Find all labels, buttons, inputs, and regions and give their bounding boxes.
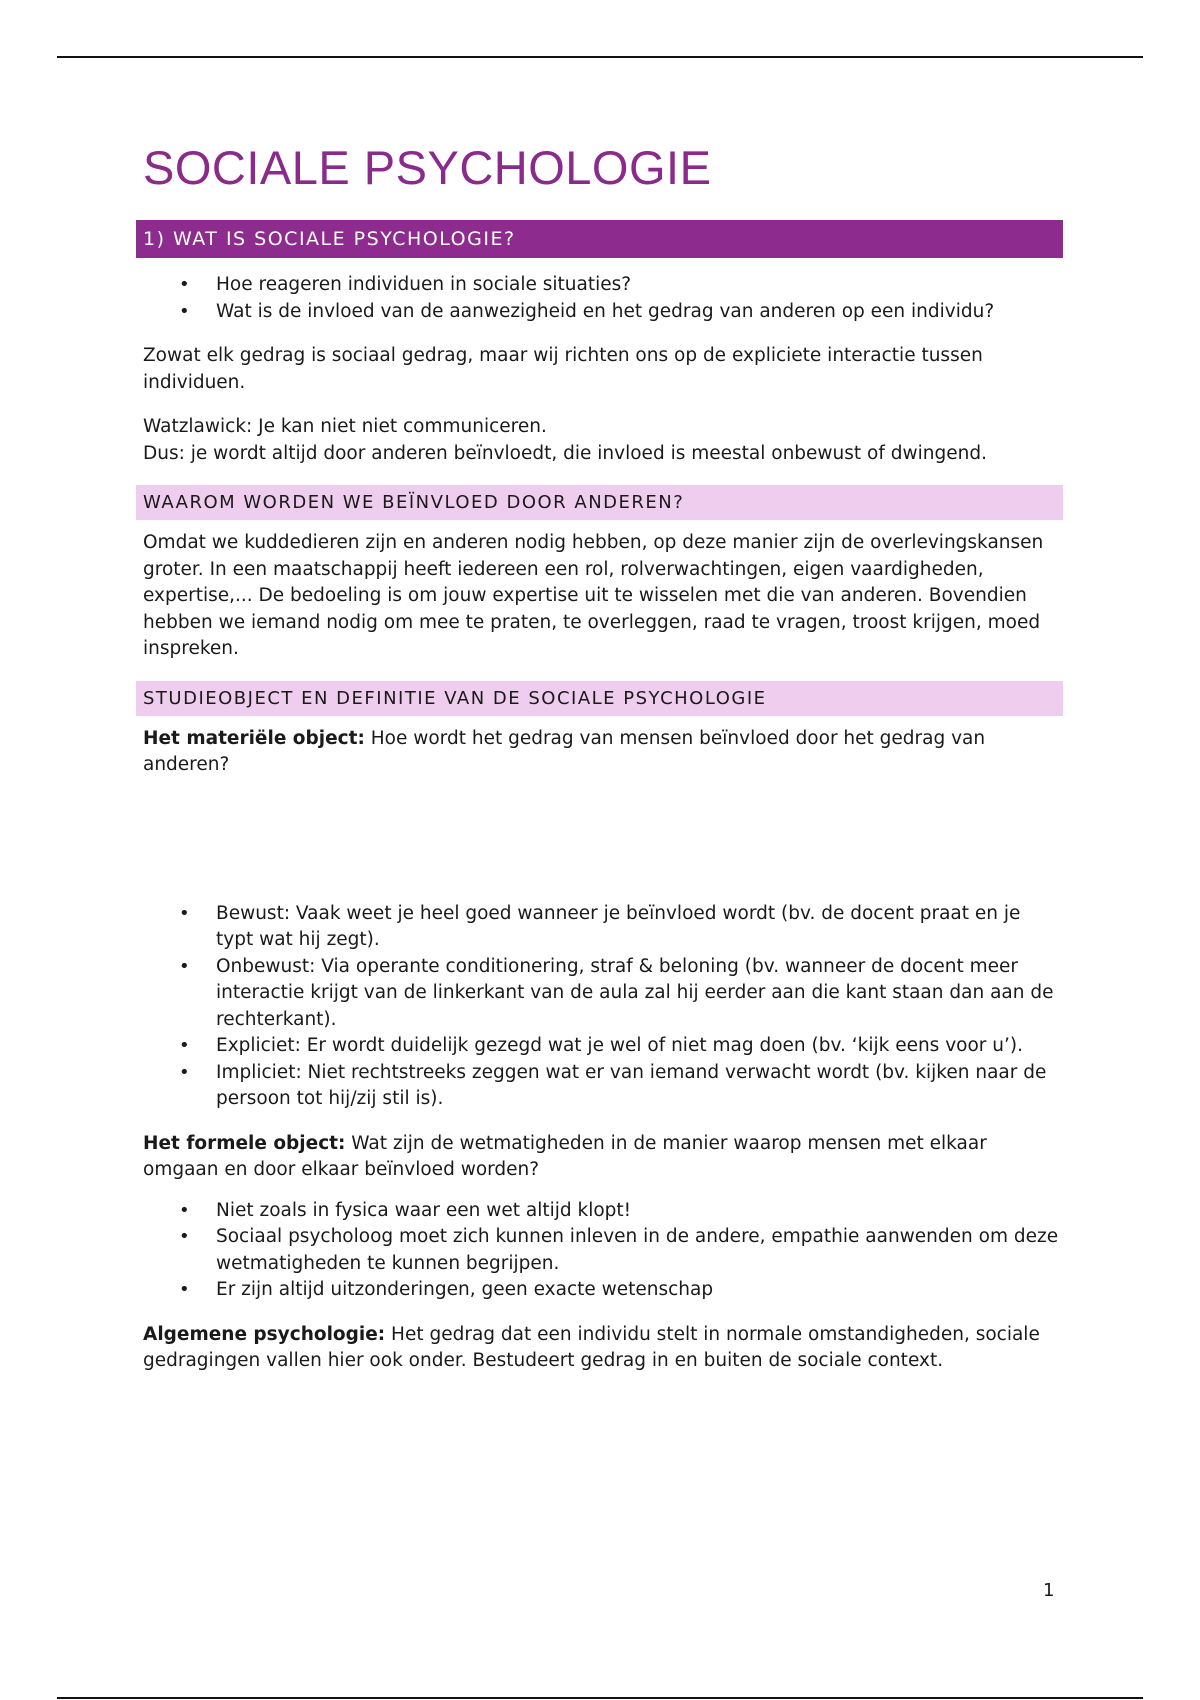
paragraph-materieel-object [143, 726, 1063, 779]
list-item: • Bewust: Vaak weet je heel goed wanneer je beïnvloed wordt (bv. de docent praat en je typt wat hij zegt). [216, 901, 1063, 954]
list-item: • Hoe reageren individuen in sociale situaties? [216, 272, 1063, 299]
paragraph-dus: Dus: je wordt altijd door anderen beïnvloedt, die invloed is meestal onbewust of dwingend. [143, 442, 987, 464]
formeel-object-label: Het formele object: [143, 1132, 346, 1154]
list-item: • Onbewust: Via operante conditionering, straf & beloning (bv. wanneer de docent meer interactie krijgt van de linkerkant van de aula zal hij eerder aan die kant staan dan aan de rechterkant). [216, 954, 1063, 1034]
list-item: • Wat is de invloed van de aanwezigheid en het gedrag van anderen op een individu? [216, 299, 1063, 326]
materieel-object-label: Het materiële object: [143, 727, 365, 749]
list-item: • Expliciet: Er wordt duidelijk gezegd wat je wel of niet mag doen (bv. ‘kijk eens voor u’). [216, 1033, 1063, 1060]
list-item: • Impliciet: Niet rechtstreeks zeggen wat er van iemand verwacht wordt (bv. kijken naar de persoon tot hij/zij stil is). [216, 1060, 1063, 1113]
list-item: • Niet zoals in fysica waar een wet altijd klopt! [216, 1198, 1063, 1225]
material-bullet-list [143, 901, 1063, 1113]
paragraph-watzlawick: Watzlawick: Je kan niet niet communiceren. [143, 416, 547, 438]
formal-bullet-list [143, 1198, 1063, 1304]
document-title: SOCIALE PSYCHOLOGIE [143, 141, 712, 194]
footer-rule [57, 1697, 1143, 1699]
algemene-psychologie-text: Het gedrag dat een individu stelt in normale omstandigheden, sociale gedragingen vallen hier ook onder. Bestudeert gedrag in en buiten de sociale context. [143, 1323, 1040, 1372]
section1-bullet-list [143, 272, 1063, 325]
page-number: 1 [1043, 1580, 1055, 1601]
header-rule [57, 56, 1143, 58]
algemene-psychologie-label: Algemene psychologie: [143, 1323, 386, 1345]
paragraph-kuddedieren: Omdat we kuddedieren zijn en anderen nodig hebben, op deze manier zijn de overlevingskansen groter. In een maatschappij heeft iedereen een rol, rolverwachtingen, eigen vaardigheden, expertise,... De bedoeling is om jouw expertise uit te wisselen met die van anderen. Bovendien hebben we iemand nodig om mee te praten, te overleggen, raad te vragen, troost krijgen, moed inspreken. [143, 532, 1044, 660]
paragraph-algemene-psychologie [143, 1322, 1063, 1375]
paragraph-sociaal-gedrag: Zowat elk gedrag is sociaal gedrag, maar wij richten ons op de expliciete interactie tussen individuen. [143, 345, 983, 393]
paragraph-formeel-object [143, 1131, 1063, 1184]
list-item: • Sociaal psycholoog moet zich kunnen inleven in de andere, empathie aanwenden om deze wetmatigheden te kunnen begrijpen. [216, 1224, 1063, 1277]
list-item: • Er zijn altijd uitzonderingen, geen exacte wetenschap [216, 1277, 1063, 1304]
document-page [143, 140, 1063, 1375]
materieel-object-text: Hoe wordt het gedrag van mensen beïnvloed door het gedrag van anderen? [143, 727, 986, 776]
section-heading-wat-is: 1) WAT IS SOCIALE PSYCHOLOGIE? [136, 220, 1063, 258]
section-heading-waarom: WAAROM WORDEN WE BEÏNVLOED DOOR ANDEREN? [136, 485, 1063, 520]
formeel-object-text: Wat zijn de wetmatigheden in de manier waarop mensen met elkaar omgaan en door elkaar beïnvloed worden? [143, 1132, 987, 1181]
section-heading-studieobject: STUDIEOBJECT EN DEFINITIE VAN DE SOCIALE PSYCHOLOGIE [136, 681, 1063, 716]
